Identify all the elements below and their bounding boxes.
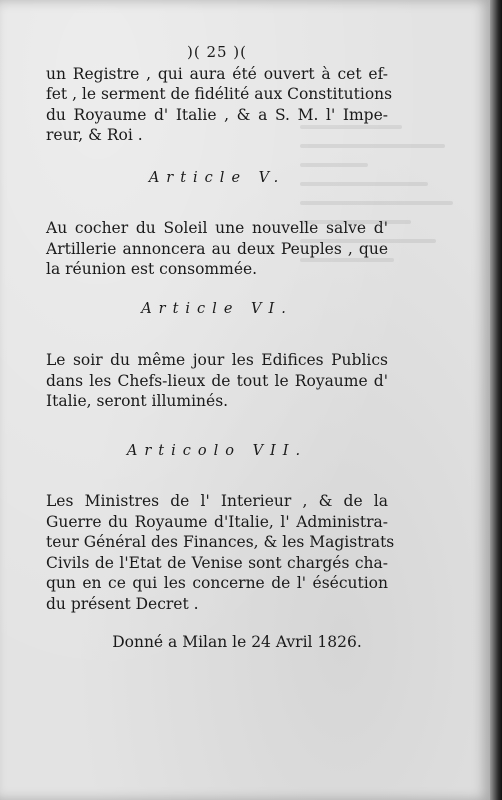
article-paragraph: [46, 350, 388, 412]
text-line: reur, & Roi .: [46, 126, 143, 144]
article-heading: Article V.: [148, 169, 286, 186]
text-line: Au cocher du Soleil une nouvelle salve d': [46, 219, 388, 237]
text-line: Civils de l'Etat de Venise sont chargés cha-: [46, 553, 388, 572]
page-number: )( 25 )(: [186, 43, 248, 61]
page-edge-shadow: [490, 0, 502, 800]
article-paragraph: [46, 491, 395, 614]
text-line: Le soir du même jour les Edifices Publics: [46, 351, 388, 369]
opening-paragraph: [46, 64, 393, 146]
text-line: du Royaume d' Italie , & a S. M. l' Impe-: [46, 105, 388, 124]
article-paragraph: [46, 218, 388, 280]
text-line: Guerre du Royaume d'Italie, l' Administra-: [46, 512, 388, 531]
text-line: un Registre , qui aura été ouvert à cet ef-: [46, 64, 388, 83]
text-line: teur Général des Finances, & les Magistrats: [46, 533, 395, 551]
text-line: Italie, seront illuminés.: [46, 392, 229, 410]
text-line: Les Ministres de l' Interieur , & de la: [46, 492, 388, 510]
text-line: du présent Decret .: [46, 594, 199, 613]
text-line: dans les Chefs-lieux de tout le Royaume d': [46, 371, 388, 390]
text-line: Artillerie annoncera au deux Peuples , que: [46, 239, 388, 258]
article-heading: Articolo VII.: [126, 442, 308, 459]
text-line: fet , le serment de fidélité aux Constitutions: [46, 85, 393, 103]
article-heading: Article VI.: [141, 300, 293, 317]
page-text: [46, 42, 395, 653]
signoff: Donné a Milan le 24 Avril 1826.: [112, 633, 362, 651]
text-line: la réunion est consommée.: [46, 260, 258, 278]
text-line: qun en ce qui les concerne de l' ésécution: [46, 574, 388, 592]
